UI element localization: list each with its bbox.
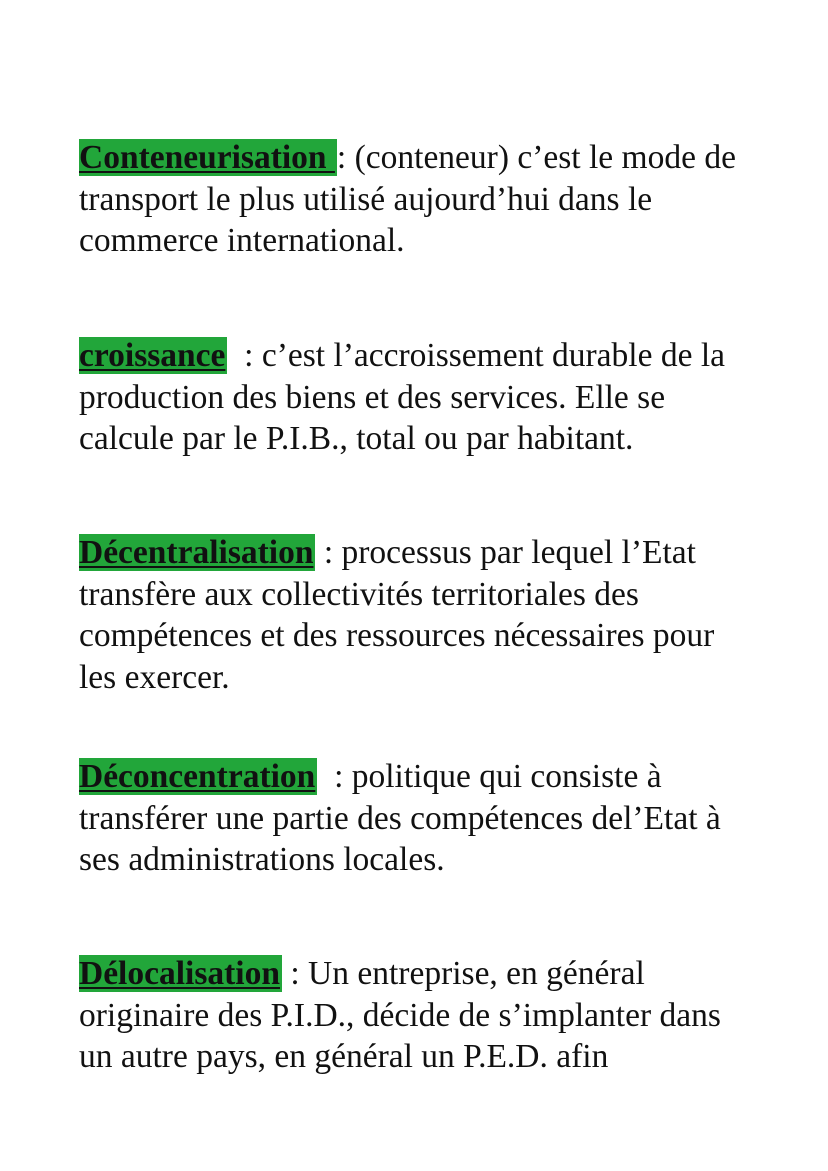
term-decentralisation: Décentralisation [79,534,314,571]
definition-text: processus par lequel l’Etat transfère aux collectivités territoriales des compétences et des ressources nécessaires pour les exercer. [79,534,715,696]
definition-entry-deconcentration [79,756,759,881]
term-separator: : [281,955,309,992]
term-separator: : [227,337,262,374]
term-deconcentration: Déconcentration [79,758,316,795]
term-separator: : [317,758,352,795]
term-delocalisation: Délocalisation [79,955,280,992]
definition-entry-delocalisation [79,953,759,1078]
definition-entry-decentralisation [79,532,759,698]
definition-text: politique qui consiste à transférer une partie des compétences del’Etat à ses administrations locales. [79,758,721,878]
definition-entry-conteneurisation [79,137,759,262]
definition-text: Un entreprise, en général originaire des P.I.D., décide de s’implanter dans un autre pays, en général un P.E.D. afin [79,955,721,1075]
term-separator: : [315,534,342,571]
definition-entry-croissance [79,335,759,460]
term-croissance: croissance [79,337,226,374]
definition-text: c’est l’accroissement durable de la production des biens et des services. Elle se calcule par le P.I.B., total ou par habitant. [79,337,726,457]
definition-text: (conteneur) c’est le mode de transport le plus utilisé aujourd’hui dans le commerce international. [79,139,736,259]
term-conteneurisation: Conteneurisation [79,139,335,176]
term-separator: : [336,139,355,176]
